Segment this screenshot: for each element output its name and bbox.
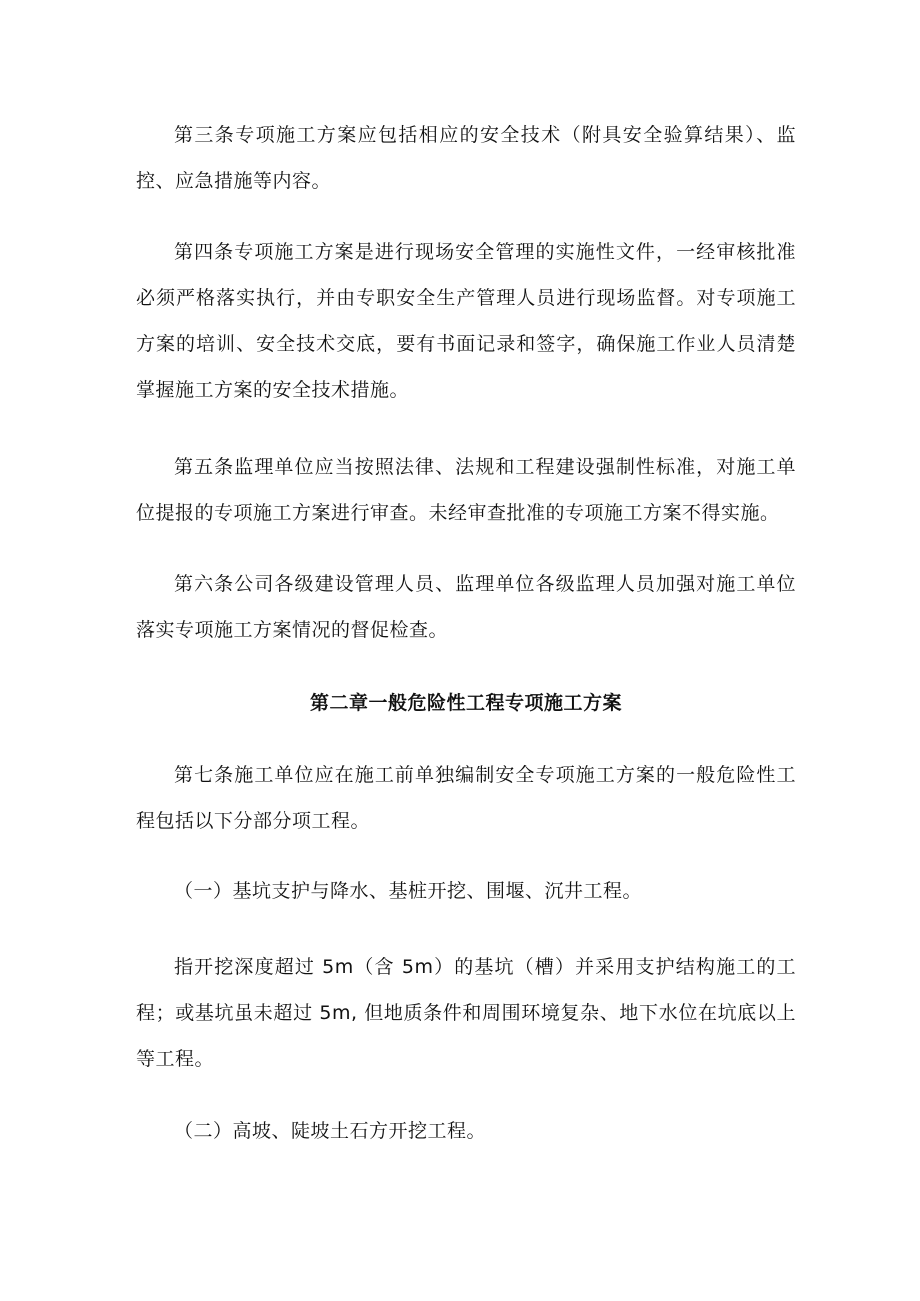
- article-7-paragraph: 第七条施工单位应在施工前单独编制安全专项施工方案的一般危险性工程包括以下分部分项工程。: [136, 764, 796, 832]
- article-6-paragraph: 第六条公司各级建设管理人员、监理单位各级监理人员加强对施工单位落实专项施工方案情况的督促检查。: [136, 573, 796, 641]
- article-3-paragraph: 第三条专项施工方案应包括相应的安全技术（附具安全验算结果）、监控、应急措施等内容。: [136, 124, 796, 192]
- article-4-paragraph: 第四条专项施工方案是进行现场安全管理的实施性文件，一经审核批准必须严格落实执行，并由专职安全生产管理人员进行现场监督。对专项施工方案的培训、安全技术交底，要有书面记录和签字，确保施工作业人员清楚掌握施工方案的安全技术措施。: [136, 241, 796, 401]
- item-2-heading: （二）高坡、陡坡土石方开挖工程。: [174, 1120, 487, 1142]
- article-5-paragraph: 第五条监理单位应当按照法律、法规和工程建设强制性标准，对施工单位提报的专项施工方案进行审查。未经审查批准的专项施工方案不得实施。: [136, 456, 796, 524]
- chapter-2-heading: 第二章一般危险性工程专项施工方案: [309, 692, 622, 714]
- item-1-heading: （一）基坑支护与降水、基桩开挖、围堰、沉井工程。: [174, 880, 643, 902]
- item-1-description: 指开挖深度超过 5m（含 5m）的基坑（槽）并采用支护结构施工的工程；或基坑虽未超过 5m, 但地质条件和周围环境复杂、地下水位在坑底以上等工程。: [136, 956, 796, 1070]
